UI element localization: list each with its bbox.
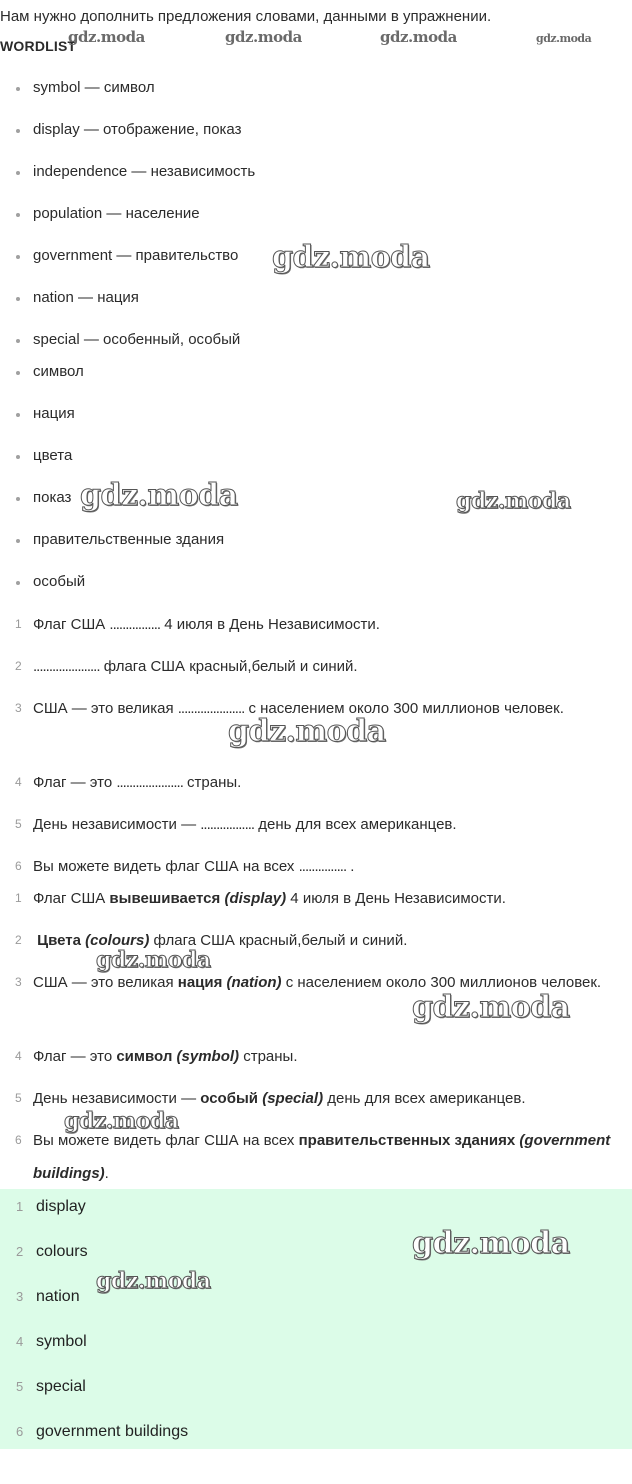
wordlist-item: nation — нация <box>0 288 632 330</box>
exercise-item <box>0 608 632 650</box>
wordlist-item: government — правительство <box>0 246 632 288</box>
watermark: gdz.moda <box>380 28 457 46</box>
item-number: 3 <box>16 1289 24 1304</box>
wordlist-item: символ <box>0 362 632 404</box>
answer-english: (nation) <box>226 974 282 991</box>
item-number: 5 <box>15 817 22 831</box>
sentence-text: Флаг США <box>33 890 110 907</box>
watermark: gdz.moda <box>412 1226 570 1261</box>
watermark: gdz.moda <box>96 1268 211 1294</box>
sentence-text: Флаг США <box>33 616 110 633</box>
item-number: 5 <box>15 1091 22 1105</box>
intro-text: Нам нужно дополнить предложения словами, данными в упражнении. <box>0 8 492 25</box>
sentence-text: день для всех американцев. <box>323 1090 526 1107</box>
blank-placeholder: ................. <box>200 816 255 833</box>
exercise-item <box>0 850 632 882</box>
answer-item <box>0 1420 632 1465</box>
wordlist-item: independence — независимость <box>0 162 632 204</box>
answer-text: special <box>36 1378 86 1395</box>
answer-english: (symbol) <box>176 1048 240 1065</box>
answer-word: особый <box>200 1090 259 1107</box>
sentence-text: Флаг — это <box>33 774 117 791</box>
answer-text: symbol <box>36 1333 87 1350</box>
answer-text: colours <box>36 1243 88 1260</box>
answer-word: вывешивается <box>109 890 221 907</box>
wordlist-item: правительственные здания <box>0 530 632 572</box>
item-number: 4 <box>15 1049 22 1063</box>
sentence-text: страны. <box>239 1048 298 1065</box>
wordlist-item: нация <box>0 404 632 446</box>
sentence-text: Флаг — это <box>33 1048 117 1065</box>
item-number: 5 <box>16 1379 24 1394</box>
item-number: 6 <box>15 859 22 873</box>
item-number: 1 <box>15 891 22 905</box>
answer-item <box>0 1375 632 1420</box>
answer-english: (colours) <box>85 932 150 949</box>
watermark: gdz.moda <box>225 28 302 46</box>
sentence-text: 4 июля в День Независимости. <box>160 616 380 633</box>
watermark: gdz.moda <box>96 947 211 973</box>
answer-word: Цвета <box>37 932 81 949</box>
sentence-text: Вы можете видеть флаг США на всех <box>33 858 299 875</box>
item-number: 4 <box>15 775 22 789</box>
sentence-text: День независимости — <box>33 1090 201 1107</box>
translation-item <box>0 882 632 924</box>
watermark: gdz.moda <box>412 990 570 1025</box>
wordlist-item: display — отображение, показ <box>0 120 632 162</box>
watermark: gdz.moda <box>68 28 145 46</box>
sentence-text: США — это великая <box>33 700 178 717</box>
watermark: gdz.moda <box>228 714 386 749</box>
exercise-item <box>0 766 632 808</box>
blank-placeholder: ..................... <box>116 774 183 791</box>
sentence-text: с населением около 300 миллионов человек. <box>244 700 564 717</box>
watermark: gdz.moda <box>536 32 592 45</box>
item-number: 3 <box>15 701 22 715</box>
wordlist-item: показ <box>0 488 632 530</box>
item-number: 6 <box>15 1133 22 1147</box>
watermark: gdz.moda <box>456 488 571 514</box>
blank-placeholder: ..................... <box>177 700 245 717</box>
blank-placeholder: ............... <box>298 858 347 875</box>
blank-placeholder: ................ <box>109 616 161 633</box>
sentence-text: США — это великая <box>33 974 178 991</box>
sentence-text: . <box>104 1165 109 1182</box>
answer-english: (government buildings) <box>33 1132 611 1182</box>
wordlist-item: special — особенный, особый <box>0 330 632 362</box>
sentence-text: день для всех американцев. <box>254 816 457 833</box>
wordlist-item: цвета <box>0 446 632 488</box>
sentence-text: флага США красный,белый и синий. <box>149 932 408 949</box>
wordlist-heading: WORDLIST <box>0 38 77 54</box>
watermark: gdz.moda <box>272 240 430 275</box>
answer-item <box>0 1330 632 1375</box>
item-number: 3 <box>15 975 22 989</box>
item-number: 2 <box>15 659 22 673</box>
exercise-item <box>0 808 632 850</box>
wordlist-item: особый <box>0 572 632 602</box>
answer-word: нация <box>177 974 223 991</box>
blank-placeholder: ..................... <box>33 658 100 675</box>
answer-item <box>0 1285 632 1330</box>
watermark: gdz.moda <box>64 1108 179 1134</box>
translation-item <box>0 924 632 966</box>
answer-text: display <box>36 1198 86 1215</box>
answer-text: government buildings <box>36 1423 189 1440</box>
answer-word: правительственных зданиях <box>298 1132 516 1149</box>
item-number: 6 <box>16 1424 24 1439</box>
watermark: gdz.moda <box>80 478 238 513</box>
item-number: 2 <box>16 1244 24 1259</box>
item-number: 1 <box>16 1199 24 1214</box>
sentence-text: флага США красный,белый и синий. <box>99 658 358 675</box>
sentence-text: Вы можете видеть флаг США на всех <box>33 1132 299 1149</box>
answer-word: символ <box>116 1048 173 1065</box>
translation-item <box>0 1040 632 1082</box>
wordlist-item: population — население <box>0 204 632 246</box>
sentence-text: страны. <box>182 774 242 791</box>
item-number: 4 <box>16 1334 24 1349</box>
answer-english: (display) <box>224 890 287 907</box>
sentence-text: . <box>346 858 355 875</box>
wordlist <box>0 78 632 602</box>
answer-english: (special) <box>262 1090 324 1107</box>
item-number: 1 <box>15 617 22 631</box>
exercise-item <box>0 650 632 692</box>
sentence-text: 4 июля в День Независимости. <box>286 890 506 907</box>
answer-text: nation <box>36 1288 80 1305</box>
item-number: 2 <box>15 933 22 947</box>
sentence-text: с населением около 300 миллионов человек. <box>281 974 602 991</box>
sentence-text: День независимости — <box>33 816 201 833</box>
translated-sentences <box>0 882 632 1190</box>
wordlist-item: symbol — символ <box>0 78 632 120</box>
